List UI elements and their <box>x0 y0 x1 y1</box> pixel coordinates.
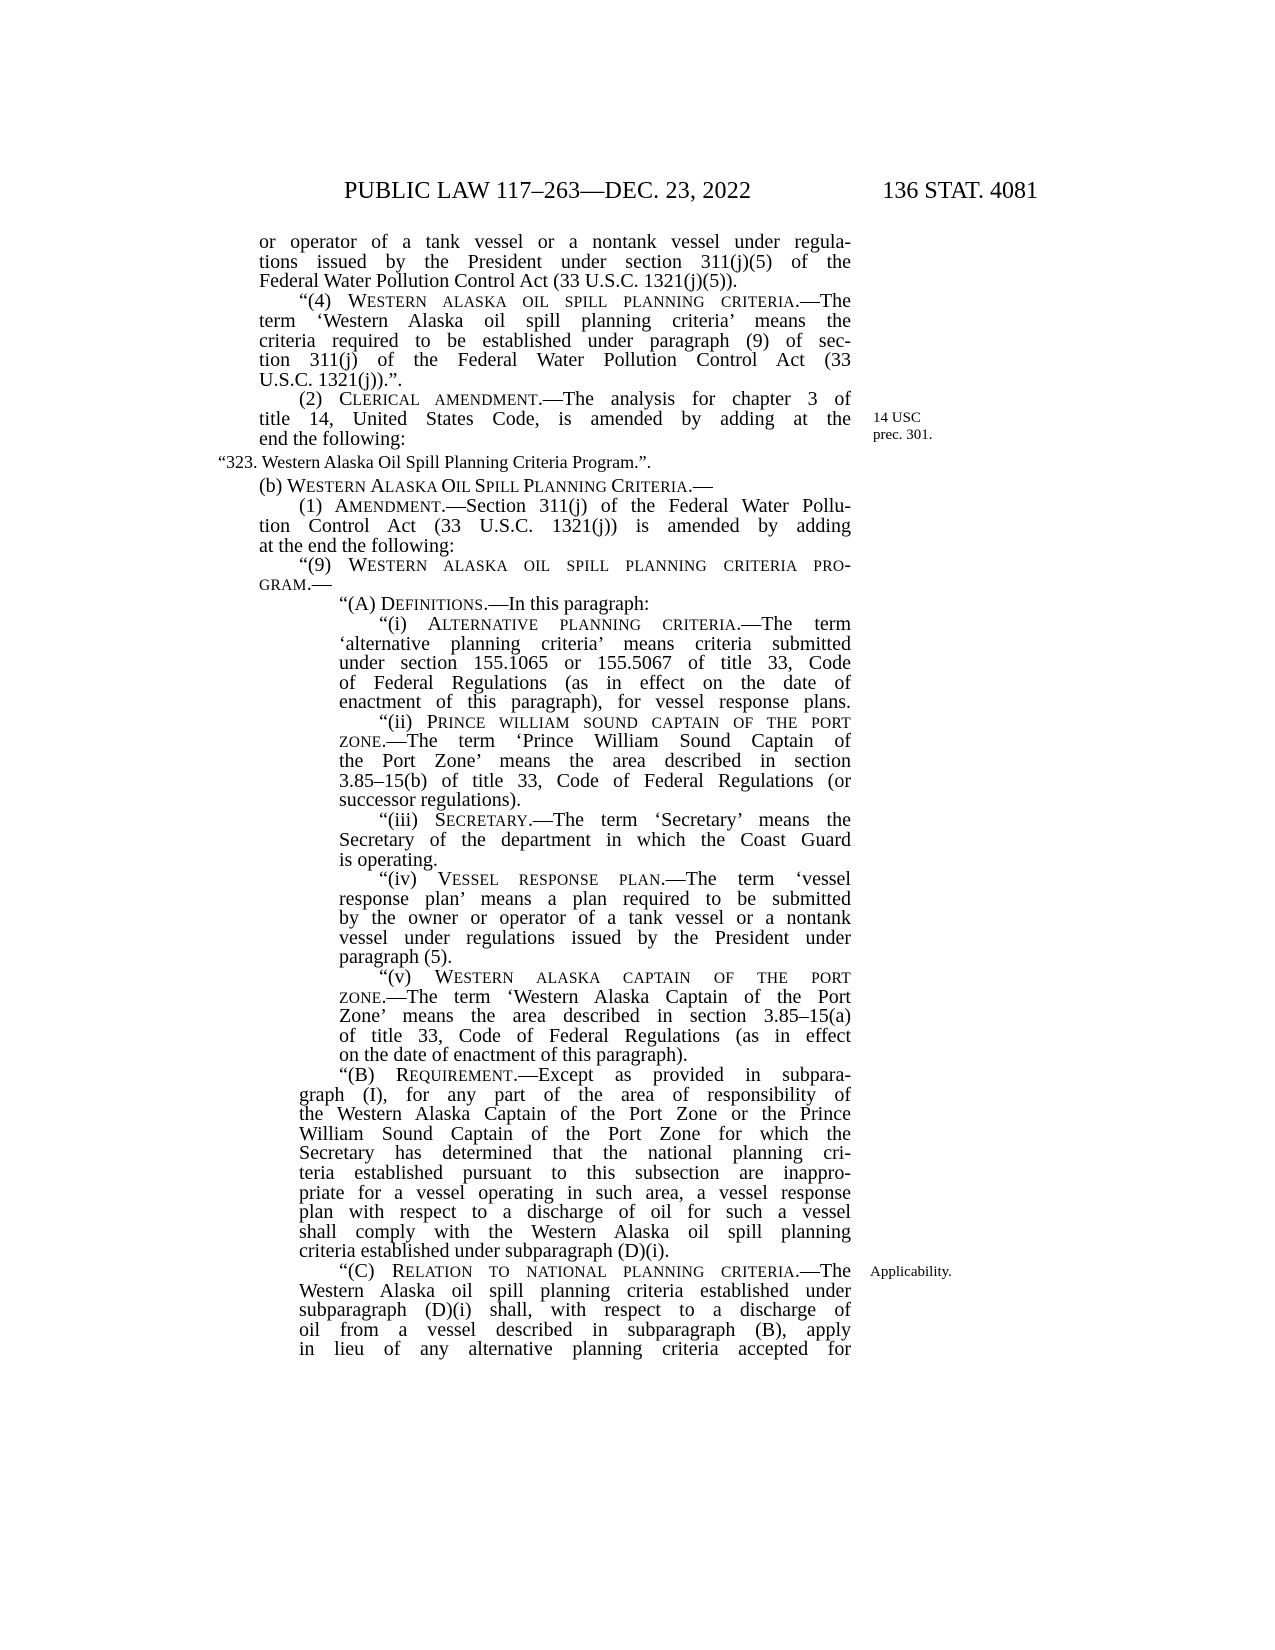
text-line <box>259 574 851 595</box>
text-segment: by the owner or operator of a tank vessel or a nontank <box>339 907 851 929</box>
text-line <box>299 389 851 410</box>
small-caps-heading: LANNING <box>534 479 612 496</box>
text-line <box>339 908 851 929</box>
text-segment: ‘alternative planning criteria’ means criteria submitted <box>339 633 851 655</box>
text-segment: of title 33, Code of Federal Regulations (as in effect <box>339 1025 851 1047</box>
text-segment: the Western Alaska Captain of the Port Zone or the Prince <box>299 1103 851 1125</box>
text-segment: on the date of enactment of this paragraph). <box>339 1044 688 1066</box>
text-segment: P <box>523 475 535 497</box>
text-segment: .—The analysis for chapter 3 of <box>537 388 852 410</box>
text-line <box>339 1045 851 1066</box>
text-segment: subparagraph (D)(i) shall, with respect to a discharge of <box>299 1299 851 1321</box>
text-segment: .—The term ‘Western Alaska Captain of the Port <box>381 986 851 1008</box>
text-segment: .—Except as provided in subpara- <box>512 1064 851 1086</box>
text-segment: in lieu of any alternative planning criteria accepted for <box>299 1338 851 1360</box>
text-segment: tion 311(j) of the Federal Water Pollution Control Act (33 <box>259 349 851 371</box>
text-segment: “(C) R <box>339 1260 406 1282</box>
text-segment: “(9) W <box>299 554 368 576</box>
text-line <box>299 1300 851 1321</box>
text-segment: .—The term ‘Prince William Sound Captain of <box>381 730 851 752</box>
margin-note-citation <box>873 410 933 444</box>
text-segment: at the end the following: <box>259 535 455 557</box>
text-segment: A <box>370 475 385 497</box>
text-segment: “(B) R <box>339 1064 410 1086</box>
running-header <box>344 174 1038 208</box>
text-segment: “(ii) P <box>379 711 438 733</box>
margin-note-line: 14 USC <box>873 410 921 426</box>
text-line <box>379 869 851 890</box>
small-caps-heading: ESTERN <box>305 479 371 496</box>
text-line <box>339 751 851 772</box>
small-caps-heading: LTERNATIVE PLANNING CRITERIA <box>442 617 737 634</box>
small-caps-heading: RINCE WILLIAM SOUND CAPTAIN OF THE PORT <box>437 715 851 732</box>
text-line <box>259 271 851 292</box>
text-segment: response plan’ means a plan required to be submitted <box>339 888 851 910</box>
text-line <box>339 731 851 752</box>
small-caps-heading: ESSEL RESPONSE PLAN <box>451 872 661 889</box>
text-segment: - <box>844 554 852 576</box>
text-line <box>299 1202 851 1223</box>
text-segment: criteria required to be established under paragraph (9) of sec- <box>259 330 851 352</box>
text-segment: “(v) W <box>379 966 454 988</box>
text-line <box>339 790 851 811</box>
text-segment: is operating. <box>339 849 438 871</box>
text-line <box>259 409 851 430</box>
text-segment: criteria established under subparagraph (D)(i). <box>299 1240 670 1262</box>
small-caps-heading: ELATION TO NATIONAL PLANNING CRITERIA <box>405 1264 795 1281</box>
text-line <box>339 1006 851 1027</box>
text-segment: (1) A <box>299 495 350 517</box>
text-segment: under section 155.1065 or 155.5067 of title 33, Code <box>339 652 851 674</box>
text-segment: Zone’ means the area described in section 3.85–15(a) <box>339 1005 851 1027</box>
text-line <box>339 947 851 968</box>
text-segment: of Federal Regulations (as in effect on the date of <box>339 672 851 694</box>
text-segment: tion Control Act (33 U.S.C. 1321(j)) is amended by adding <box>259 515 851 537</box>
text-segment: .—The term <box>736 613 852 635</box>
text-segment: William Sound Captain of the Port Zone for which the <box>299 1123 851 1145</box>
text-segment: term ‘Western Alaska oil spill planning criteria’ means the <box>259 310 851 332</box>
text-segment: (b) W <box>259 475 306 497</box>
text-line <box>299 1163 851 1184</box>
text-segment: O <box>441 475 456 497</box>
text-line <box>299 555 851 576</box>
text-segment: C <box>611 475 625 497</box>
text-line <box>299 1339 851 1360</box>
text-line <box>339 594 851 615</box>
text-segment: Secretary of the department in which the Coast Guard <box>339 829 851 851</box>
text-segment: Secretary has determined that the national planning cri- <box>299 1142 851 1164</box>
text-segment: end the following: <box>259 428 406 450</box>
text-segment: .—In this paragraph: <box>483 593 650 615</box>
small-caps-heading: LERICAL AMENDMENT <box>352 392 538 409</box>
text-line <box>299 1143 851 1164</box>
text-segment: enactment of this paragraph), for vessel response plans. <box>339 691 851 713</box>
text-segment: successor regulations). <box>339 789 522 811</box>
text-segment: .—The <box>794 290 851 312</box>
text-segment: U.S.C. 1321(j)).”. <box>259 369 403 391</box>
text-segment: “(A) D <box>339 593 396 615</box>
page-number: 136 STAT. 4081 <box>882 178 1038 204</box>
text-segment: 3.85–15(b) of title 33, Code of Federal Regulations (or <box>339 770 851 792</box>
text-segment: graph (I), for any part of the area of responsibility of <box>299 1084 851 1106</box>
text-segment: Western Alaska oil spill planning criteria established under <box>299 1280 851 1302</box>
small-caps-heading: ESTERN ALASKA CAPTAIN OF THE PORT <box>453 970 852 987</box>
text-line <box>339 653 851 674</box>
small-caps-heading: EFINITIONS <box>395 597 484 614</box>
text-segment: paragraph (5). <box>339 946 453 968</box>
text-segment: “(i) A <box>379 613 443 635</box>
table-of-sections-entry <box>218 452 851 473</box>
small-caps-heading: PILL <box>485 479 524 496</box>
margin-note-line: Applicability. <box>870 1264 952 1280</box>
text-line <box>259 311 851 332</box>
text-segment: teria established pursuant to this subsection are inappro- <box>299 1162 851 1184</box>
text-segment: .—The <box>794 1260 851 1282</box>
text-segment: (2) C <box>299 388 353 410</box>
text-segment: .— <box>306 573 332 595</box>
text-line <box>259 429 851 450</box>
text-segment: plan with respect to a discharge of oil for such a vessel <box>299 1201 851 1223</box>
text-line <box>379 967 851 988</box>
text-line <box>299 496 851 517</box>
text-segment: .—The term ‘Secretary’ means the <box>527 809 851 831</box>
text-line <box>339 1065 851 1086</box>
text-line <box>299 1104 851 1125</box>
text-segment: “(iv) V <box>379 868 452 890</box>
text-segment: “(4) W <box>299 290 367 312</box>
small-caps-heading: ECRETARY <box>445 813 528 830</box>
text-line <box>339 830 851 851</box>
text-segment: .—The term ‘vessel <box>660 868 851 890</box>
margin-note-applicability <box>870 1264 952 1281</box>
text-segment: or operator of a tank vessel or a nontank vessel under regula- <box>259 231 851 253</box>
text-line <box>259 476 851 497</box>
small-caps-heading: IL <box>455 479 475 496</box>
text-segment: shall comply with the Western Alaska oil spill planning <box>299 1221 851 1243</box>
text-segment: priate for a vessel operating in such area, a vessel response <box>299 1182 851 1204</box>
small-caps-heading: EQUIREMENT <box>409 1068 513 1085</box>
small-caps-heading: ZONE <box>339 990 382 1007</box>
text-line <box>339 1261 851 1282</box>
text-line <box>259 232 851 253</box>
small-caps-heading: ZONE <box>339 734 382 751</box>
text-line <box>379 810 851 831</box>
text-line <box>339 692 851 713</box>
small-caps-heading: GRAM <box>259 577 307 594</box>
small-caps-heading: ESTERN ALASKA OIL SPILL PLANNING CRITERIA PRO <box>367 558 845 575</box>
text-line <box>259 350 851 371</box>
header-title: PUBLIC LAW 117–263—DEC. 23, 2022 <box>344 178 752 204</box>
text-segment: “(iii) S <box>379 809 446 831</box>
text-segment: title 14, United States Code, is amended by adding at the <box>259 408 851 430</box>
text-segment: vessel under regulations issued by the President under <box>339 927 851 949</box>
text-line <box>299 291 851 312</box>
text-segment: .— <box>687 475 713 497</box>
text-segment: Federal Water Pollution Control Act (33 U.S.C. 1321(j)(5)). <box>259 270 738 292</box>
small-caps-heading: MENDMENT <box>349 499 441 516</box>
small-caps-heading: RITERIA <box>624 479 688 496</box>
text-segment: the Port Zone’ means the area described in section <box>339 750 851 772</box>
text-line <box>259 516 851 537</box>
text-segment: S <box>474 475 486 497</box>
text-segment: .—Section 311(j) of the Federal Water Pollu- <box>440 495 851 517</box>
text-line <box>379 614 851 635</box>
small-caps-heading: LASKA <box>384 479 442 496</box>
text-segment: oil from a vessel described in subparagraph (B), apply <box>299 1319 851 1341</box>
text-segment: tions issued by the President under section 311(j)(5) of the <box>259 251 851 273</box>
text-segment: “323. Western Alaska Oil Spill Planning Criteria Program.”. <box>218 452 652 472</box>
text-line <box>299 1241 851 1262</box>
margin-note-line: prec. 301. <box>873 427 933 443</box>
small-caps-heading: ESTERN ALASKA OIL SPILL PLANNING CRITERIA <box>366 294 795 311</box>
